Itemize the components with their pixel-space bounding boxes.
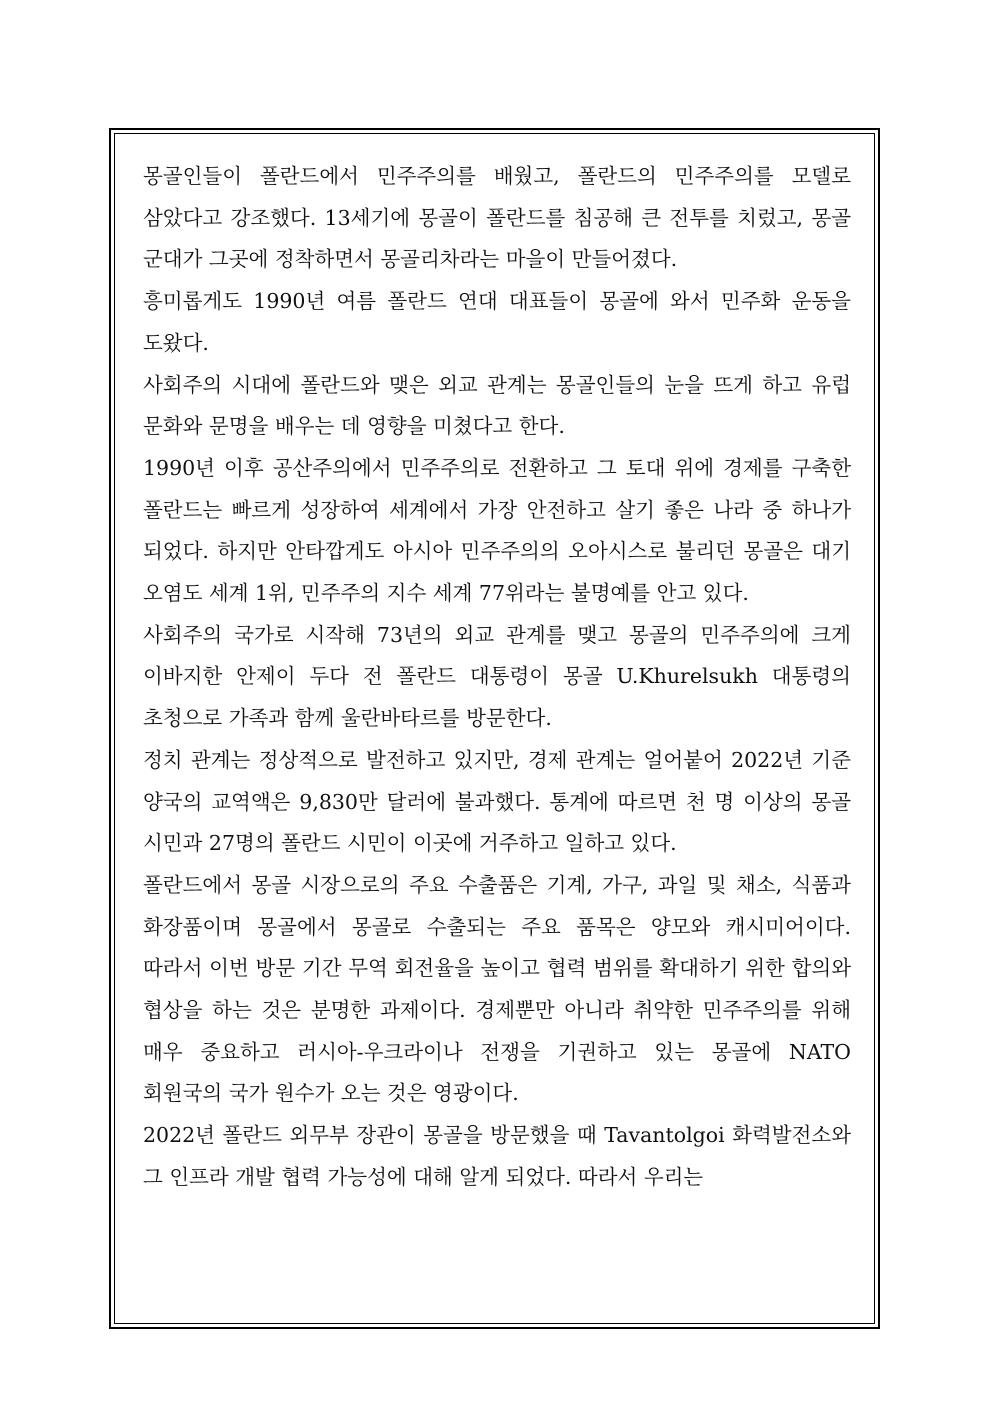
paragraph: 사회주의 시대에 폴란드와 맺은 외교 관계는 몽골인들의 눈을 뜨게 하고 유럽 문화와 문명을 배우는 데 영향을 미쳤다고 한다. bbox=[143, 372, 851, 439]
article-body bbox=[143, 156, 851, 1199]
paragraph: 2022년 폴란드 외무부 장관이 몽골을 방문했을 때 Tavantolgoi 화력발전소와 그 인프라 개발 협력 가능성에 대해 알게 되었다. 따라서 우리는 bbox=[143, 1123, 851, 1189]
paragraph: 정치 관계는 정상적으로 발전하고 있지만, 경제 관계는 얼어붙어 2022년 기준 양국의 교역액은 9,830만 달러에 불과했다. 통계에 따르면 천 명 이상의 몽골 시민과 27명의 폴란드 시민이 이곳에 거주하고 일하고 있다. bbox=[143, 747, 851, 856]
paragraph: 1990년 이후 공산주의에서 민주주의로 전환하고 그 토대 위에 경제를 구축한 폴란드는 빠르게 성장하여 세계에서 가장 안전하고 살기 좋은 나라 중 하나가 되었다. 하지만 안타깝게도 아시아 민주주의의 오아시스로 불리던 몽골은 대기 오염도 세계 1위, 민주주의 지수 세계 77위라는 불명예를 안고 있다. bbox=[143, 455, 851, 606]
paragraph: 폴란드에서 몽골 시장으로의 주요 수출품은 기계, 가구, 과일 및 채소, 식품과 화장품이며 몽골에서 몽골로 수출되는 주요 품목은 양모와 캐시미어이다. 따라서 이번 방문 기간 무역 회전율을 높이고 협력 범위를 확대하기 위한 합의와 협상을 하는 것은 분명한 과제이다. 경제뿐만 아니라 취약한 민주주의를 위해 매우 중요하고 러시아-우크라이나 전쟁을 기권하고 있는 몽골에 NATO 회원국의 국가 원수가 오는 것은 영광이다. bbox=[143, 872, 851, 1106]
paragraph: 사회주의 국가로 시작해 73년의 외교 관계를 맺고 몽골의 민주주의에 크게 이바지한 안제이 두다 전 폴란드 대통령이 몽골 U.Khurelsukh 대통령의 초청으로 가족과 함께 울란바타르를 방문한다. bbox=[143, 622, 851, 731]
paragraph: 흥미롭게도 1990년 여름 폴란드 연대 대표들이 몽골에 와서 민주화 운동을 도왔다. bbox=[143, 289, 851, 355]
paragraph: 몽골인들이 폴란드에서 민주주의를 배웠고, 폴란드의 민주주의를 모델로 삼았다고 강조했다. 13세기에 몽골이 폴란드를 침공해 큰 전투를 치렀고, 몽골 군대가 그곳에 정착하면서 몽골리차라는 마을이 만들어졌다. bbox=[143, 164, 851, 272]
